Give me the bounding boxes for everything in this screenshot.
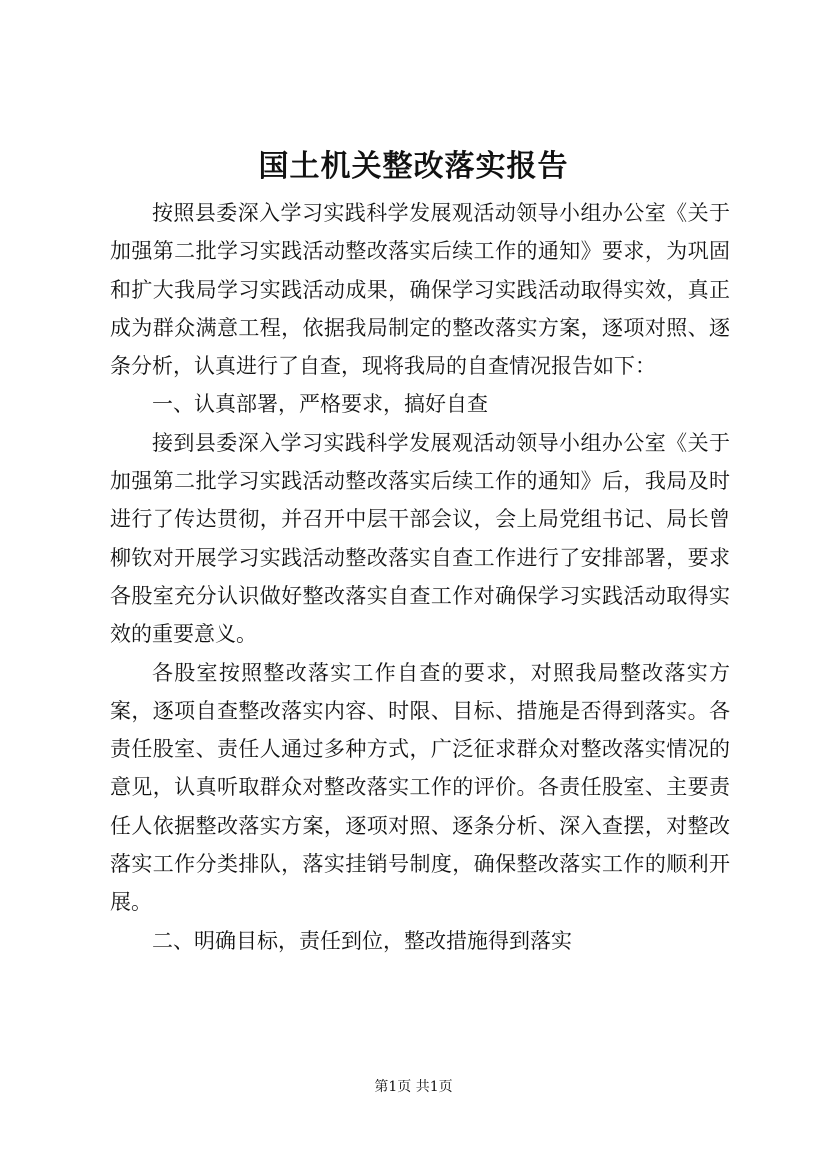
paragraph-intro: 按照县委深入学习实践科学发展观活动领导小组办公室《关于加强第二批学习实践活动整改落实后续工作的通知》要求，为巩固和扩大我局学习实践活动成果，确保学习实践活动取得实效，真正成为群众满意工程，依据我局制定的整改落实方案，逐项对照、逐条分析，认真进行了自查，现将我局的自查情况报告如下： <box>110 201 730 379</box>
section-heading-2: 二、明确目标，责任到位，整改措施得到落实 <box>152 928 572 953</box>
paragraph-section-1a: 接到县委深入学习实践科学发展观活动领导小组办公室《关于加强第二批学习实践活动整改落实后续工作的通知》后，我局及时进行了传达贯彻，并召开中层干部会议，会上局党组书记、局长曾柳钦对开展学习实践活动整改落实自查工作进行了安排部署，要求各股室充分认识做好整改落实自查工作对确保学习实践活动取得实效的重要意义。 <box>110 430 730 647</box>
section-heading-1: 一、认真部署，严格要求，搞好自查 <box>152 392 488 417</box>
page-title: 国土机关整改落实报告 <box>258 149 569 184</box>
paragraph-section-1b: 各股室按照整改落实工作自查的要求，对照我局整改落实方案，逐项自查整改落实内容、时限、目标、措施是否得到落实。各责任股室、责任人通过多种方式，广泛征求群众对整改落实情况的意见，认真听取群众对整改落实工作的评价。各责任股室、主要责任人依据整改落实方案，逐项对照、逐条分析、深入查摆，对整改落实工作分类排队，落实挂销号制度，确保整改落实工作的顺利开展。 <box>110 660 730 915</box>
document-body <box>110 194 730 960</box>
page-footer: 第1页 共1页 <box>374 1079 453 1095</box>
